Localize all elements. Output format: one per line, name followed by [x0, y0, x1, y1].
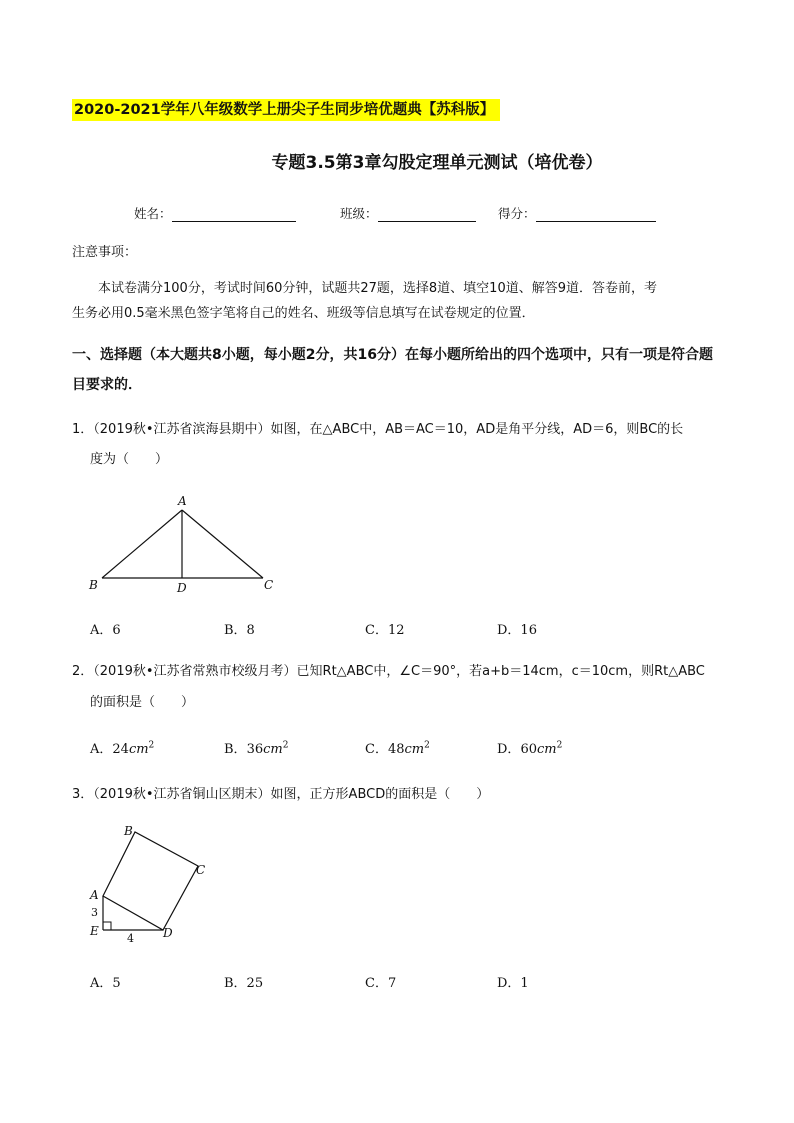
option-b[interactable]: B．25: [224, 976, 264, 991]
right-angle-mark: [103, 922, 111, 930]
figure-square-abcd: [80, 818, 230, 948]
option-c[interactable]: C．$48cm^2$: [365, 740, 430, 757]
label-side-3: 3: [91, 906, 98, 919]
page-title: 专题3.5第3章勾股定理单元测试（培优卷）: [271, 153, 603, 173]
side-ac: [182, 510, 263, 578]
section-heading-line-1: 一、选择题（本大题共8小题，每小题2分，共16分）在每小题所给出的四个选项中，只有一项是符合题: [72, 347, 713, 363]
question-number: 2．: [72, 664, 94, 679]
option-a[interactable]: A．$24cm^2$: [90, 740, 155, 757]
score-field: [498, 204, 656, 222]
header-banner: 2020-2021学年八年级数学上册尖子生同步培优题典【苏科版】: [72, 99, 500, 121]
option-d[interactable]: D．$60cm^2$: [497, 740, 563, 757]
label-d: D: [177, 581, 187, 595]
square-abcd: [103, 832, 198, 930]
option-d[interactable]: D．1: [497, 976, 529, 991]
side-ab: [102, 510, 182, 578]
notice-heading: 注意事项：: [72, 245, 138, 260]
question-source: （2019秋•江苏省铜山区期末）: [93, 787, 271, 802]
notice-line-2: 生务必用0.5毫米黑色签字笔将自己的姓名、班级等信息填写在试卷规定的位置．: [72, 306, 535, 321]
question-source: （2019秋•江苏省滨海县期中）: [93, 422, 271, 437]
option-c[interactable]: C．7: [365, 976, 397, 991]
option-a[interactable]: A．6: [90, 623, 121, 638]
label-c: C: [264, 578, 274, 592]
label-e: E: [90, 924, 99, 938]
class-blank: [378, 207, 476, 222]
question-1-line-1: [72, 416, 683, 444]
question-source: （2019秋•江苏省常熟市校级月考）: [93, 664, 297, 679]
question-text: 如图，在△ABC中，AB＝AC＝10，AD是角平分线，AD＝6，则BC的长: [270, 422, 684, 437]
name-blank: [172, 207, 296, 222]
label-b: B: [89, 578, 98, 592]
score-label: 得分：: [498, 206, 536, 221]
option-b[interactable]: B．8: [224, 623, 255, 638]
question-3-line-1: [72, 781, 489, 809]
class-field: [340, 204, 476, 222]
name-field: [134, 204, 296, 222]
option-d[interactable]: D．16: [497, 623, 537, 638]
question-text: 如图，正方形ABCD的面积是（ ）: [270, 787, 490, 802]
name-label: 姓名：: [134, 206, 172, 221]
option-b[interactable]: B．$36cm^2$: [224, 740, 289, 757]
class-label: 班级：: [340, 206, 378, 221]
score-blank: [536, 207, 656, 222]
question-2-line-2: 的面积是（ ）: [90, 695, 195, 710]
question-2-options: [0, 738, 794, 760]
question-number: 3．: [72, 787, 94, 802]
question-text: 已知Rt△ABC中，∠C＝90°，若a+b＝14cm，c＝10cm，则Rt△ABC: [296, 664, 705, 679]
label-b: B: [124, 824, 133, 838]
question-1-line-2: 度为（ ）: [90, 452, 169, 467]
label-a: A: [90, 888, 99, 902]
label-c: C: [196, 863, 206, 877]
question-1-options: [0, 619, 794, 639]
question-number: 1．: [72, 422, 94, 437]
option-c[interactable]: C．12: [365, 623, 405, 638]
notice-line-1: 本试卷满分100分，考试时间60分钟，试题共27题，选择8道、填空10道、解答9道．答卷前，考: [98, 281, 657, 296]
section-heading-line-2: 目要求的．: [72, 377, 142, 393]
label-side-4: 4: [127, 932, 134, 945]
label-a: A: [178, 494, 187, 508]
option-a[interactable]: A．5: [90, 976, 121, 991]
question-3-options: [0, 972, 794, 992]
figure-triangle-abc: [80, 490, 290, 600]
label-d: D: [163, 926, 173, 940]
question-2-line-1: [72, 658, 705, 686]
